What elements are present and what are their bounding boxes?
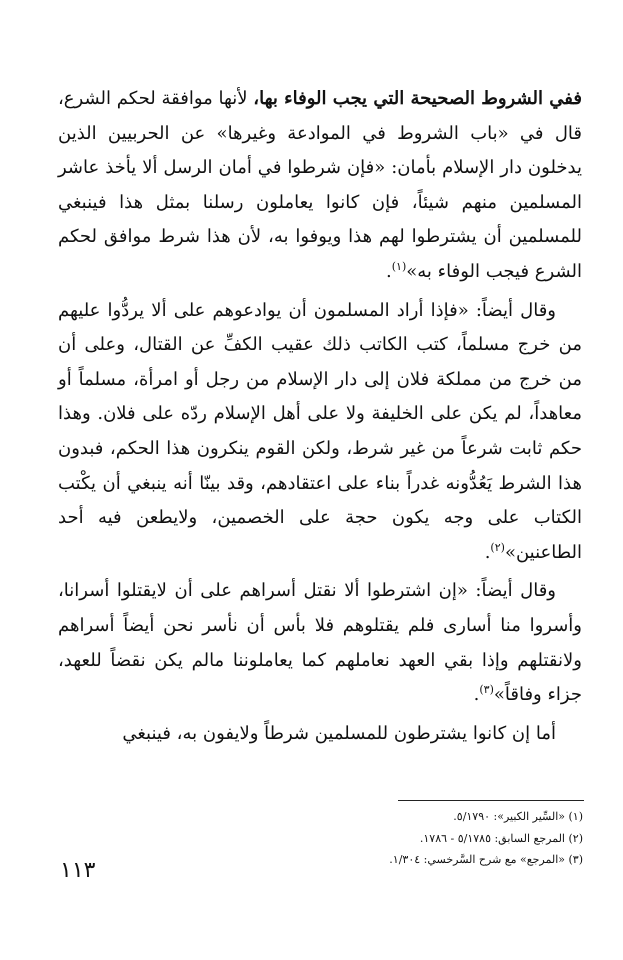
footnote-ref: (٢) — [490, 540, 505, 554]
paragraph-text: وقال أيضاً: «فإذا أراد المسلمون أن يوادعوهم على ألا يردُّوا عليهم من خرج مسلماً، كتب الكاتب ذلك عقيب الكفِّ عن القتال، وعلى أن من خرج من مملكة فلان إلى دار الإسلام من رجل أو امرأة، مسلماً أو معاهداً، لم يكن على الخليفة ولا على أهل الإسلام ردّه على فلان. وهذا حكم ثابت شرعاً من غير شرط، ولكن القوم ينكرون هذا الحكم، فبدون هذا الشرط يَعُدُّونه غدراً بناء على اعتقادهم، وقد بينّا أنه ينبغي أن يكْتب الكتاب على وجه يكون حجة على الخصمين، ولايطعن فيه أحد الطاعنين» — [58, 299, 582, 563]
paragraph-4 — [58, 717, 582, 752]
paragraph-3 — [58, 574, 582, 712]
paragraph-2 — [58, 294, 582, 571]
footnote-1: (١) «السِّير الكبير»: ٥/١٧٩٠. — [453, 810, 583, 823]
sentence-end: . — [473, 684, 480, 706]
footnote-3: (٣) «المرجع» مع شرح السَّرخسي: ١/٣٠٤. — [389, 853, 583, 866]
footnotes — [253, 806, 583, 871]
paragraph-text: أما إن كانوا يشترطون للمسلمين شرطاً ولايفون به، فينبغي — [122, 722, 556, 744]
footnote-divider — [398, 800, 584, 801]
sentence-end: . — [386, 260, 392, 282]
bold-lead-phrase: ففي الشروط الصحيحة التي يجب الوفاء بها، — [253, 88, 582, 109]
footnote-ref: (٣) — [479, 683, 494, 697]
sentence-end: . — [484, 541, 491, 563]
paragraph-text: لأنها موافقة لحكم الشرع، قال في «باب الشروط في الموادعة وغيرها» عن الحربيين الذين يدخلون دار الإسلام بأمان: «فإن شرطوا في أمان الرسل ألا يأخذ عاشر المسلمين منهم شيئاً، فإن كانوا يعاملون رسلنا بمثل هذا فينبغي للمسلمين أن يشترطوا لهم هذا ويوفوا به، لأن هذا شرط موافق لحكم الشرع فيجب الوفاء به» — [58, 88, 582, 282]
page-number: ١١٣ — [60, 858, 96, 883]
main-text — [58, 82, 582, 755]
paragraph-1 — [58, 82, 582, 290]
footnote-ref: (١) — [391, 259, 407, 273]
paragraph-text: وقال أيضاً: «إن اشترطوا ألا نقتل أسراهم على أن لايقتلوا أسرانا، وأسروا منا أسارى فلم يقتلوهم فلا بأس أن نأسر نحن أيضاً أسراهم ولانقتلهم وإذا بقي العهد نعاملهم كما يعاملوننا مالم يكن نقضاً للعهد، جزاء وفاقاً» — [58, 580, 582, 706]
footnote-2: (٢) المرجع السابق: ٥/١٧٨٥ - ١٧٨٦. — [419, 831, 583, 845]
